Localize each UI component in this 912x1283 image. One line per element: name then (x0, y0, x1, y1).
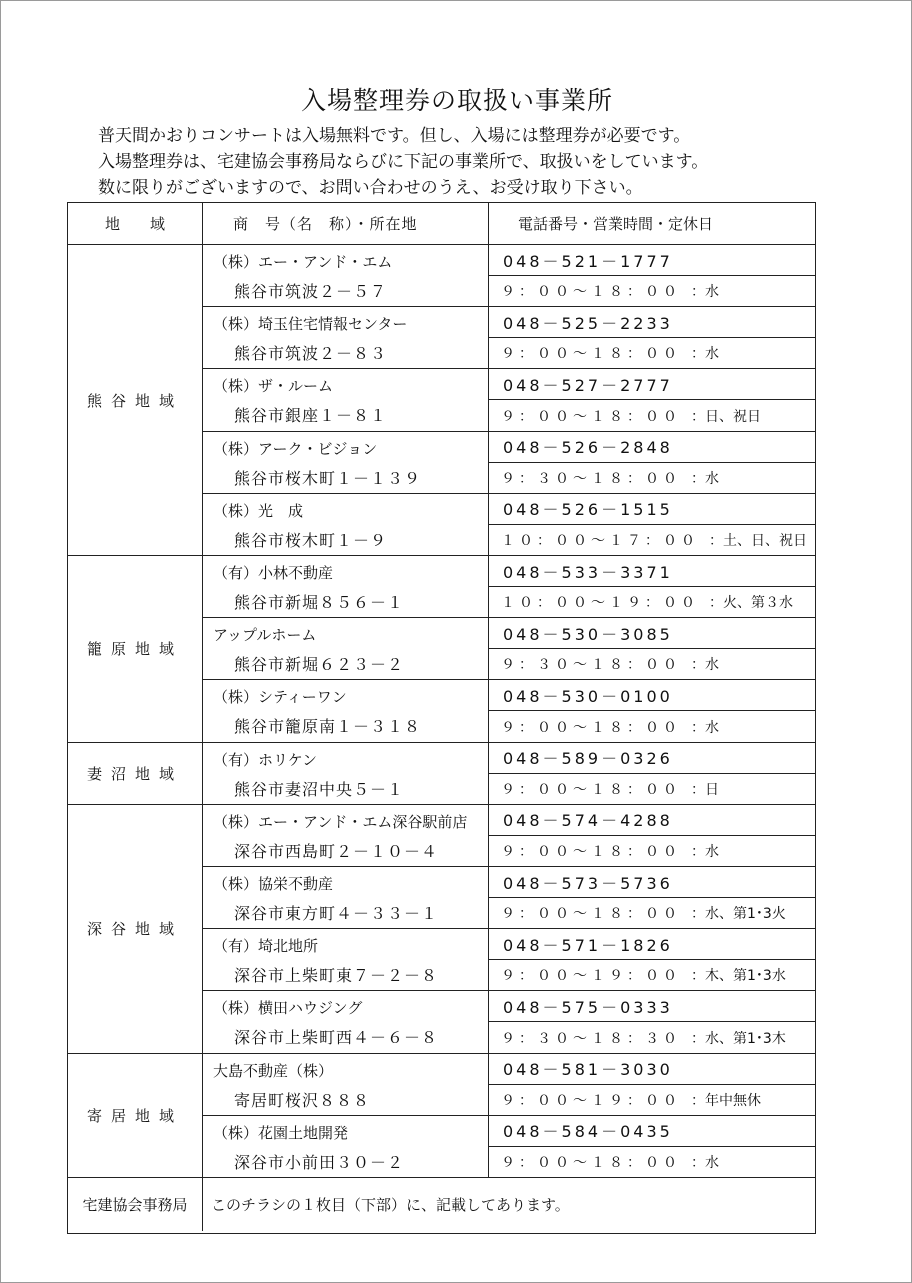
office-cell (203, 1116, 489, 1178)
office-name: （有）ホリケン (213, 750, 317, 769)
office-name: （有）小林不動産 (213, 564, 334, 582)
office-phone: 048－571－1826 (489, 929, 815, 960)
office-cell (203, 1054, 489, 1116)
footer-office: 宅建協会事務局 (68, 1178, 203, 1231)
closed-days: ：水、第1･3木 (691, 1030, 786, 1047)
office-cell (203, 618, 489, 680)
office-name: （株）エー・アンド・エム (213, 253, 393, 271)
closed-days: ：水 (691, 657, 719, 674)
office-hours-cell (489, 1147, 815, 1178)
office-hours-cell (489, 836, 815, 867)
office-phone: 048－526－2848 (489, 432, 815, 463)
office-name: （株）ザ・ルーム (213, 377, 334, 396)
office-hours-cell (489, 1023, 815, 1054)
office-address: 熊谷市桜木町１－９ (234, 530, 388, 550)
office-phone: 048－574－4288 (489, 805, 815, 836)
office-cell (203, 369, 489, 431)
office-address: 熊谷市筑波２－８３ (234, 344, 388, 364)
closed-days: ：水 (691, 843, 719, 860)
office-phone: 048－584－0435 (489, 1116, 815, 1147)
office-address: 寄居町桜沢８８８ (234, 1090, 371, 1110)
office-phone: 048－530－0100 (489, 680, 815, 711)
office-hours-cell (489, 401, 815, 432)
closed-days: ：日 (691, 781, 719, 798)
header-company: 商 号（名 称）・所在地 (203, 203, 489, 245)
office-cell (203, 805, 489, 867)
business-hours: ９：００～１８：００ (501, 1154, 681, 1171)
office-name: アップルホーム (213, 626, 317, 645)
office-address: 深谷市小前田３０－２ (234, 1152, 405, 1172)
region-cell: 妻沼地域 (68, 743, 203, 805)
office-name: 大島不動産（株） (213, 1061, 334, 1080)
business-hours: ９：００～１８：００ (501, 843, 681, 860)
intro-line: 数に限りがございますので、お問い合わせのうえ、お受け取り下さい。 (98, 178, 643, 198)
region-cell: 寄居地域 (68, 1054, 203, 1178)
office-cell (203, 680, 489, 742)
closed-days: ：水 (691, 284, 719, 301)
office-hours-cell (489, 898, 815, 929)
business-hours: ９：００～１８：００ (501, 284, 681, 301)
office-hours-cell (489, 712, 815, 743)
closed-days: ：水 (691, 719, 719, 736)
office-hours-cell (489, 1085, 815, 1116)
office-hours-cell (489, 525, 815, 556)
office-name: （株）シティーワン (213, 688, 347, 707)
office-name: （株）花園土地開発 (213, 1123, 349, 1142)
office-address: 熊谷市筑波２－５７ (234, 282, 388, 301)
closed-days: ：火、第３水 (709, 595, 793, 612)
header-contact: 電話番号・営業時間・定休日 (489, 203, 815, 245)
office-address: 深谷市西島町２－１０－４ (234, 841, 439, 861)
intro-line: 入場整理券は、宅建協会事務局ならびに下記の事業所で、取扱いをしています。 (98, 152, 709, 172)
office-cell (203, 432, 489, 494)
business-hours: ９：００～１８：００ (501, 719, 681, 736)
office-hours-cell (489, 338, 815, 369)
office-phone: 048－573－5736 (489, 867, 815, 898)
office-name: （株）協栄不動産 (213, 875, 334, 893)
business-hours: ９：００～１９：００ (501, 1092, 681, 1109)
closed-days: ：水、第1･3火 (691, 906, 786, 923)
region-cell: 熊谷地域 (68, 245, 203, 556)
closed-days: ：水 (691, 470, 719, 487)
business-hours: ９：００～１８：００ (501, 346, 681, 363)
business-hours: １０：００～１７：００ (501, 532, 699, 549)
business-hours: ９：３０～１８：００ (501, 657, 681, 674)
office-address: 熊谷市妻沼中央５－１ (234, 779, 405, 799)
office-cell (203, 743, 489, 805)
office-phone: 048－530－3085 (489, 618, 815, 649)
office-address: 熊谷市新堀８５６－１ (234, 593, 405, 612)
office-phone: 048－521－1777 (489, 245, 815, 276)
closed-days: ：年中無休 (691, 1092, 761, 1109)
office-phone: 048－589－0326 (489, 743, 815, 774)
office-phone: 048－575－0333 (489, 991, 815, 1022)
office-address: 深谷市上柴町西４－６－８ (234, 1028, 439, 1048)
office-hours-cell (489, 649, 815, 680)
office-address: 熊谷市桜木町１－１３９ (234, 468, 422, 488)
office-cell (203, 929, 489, 991)
office-cell (203, 991, 489, 1053)
office-phone: 048－525－2233 (489, 307, 815, 338)
closed-days: ：水 (691, 1154, 719, 1171)
office-hours-cell (489, 463, 815, 494)
business-hours: １０：００～１９：００ (501, 595, 699, 612)
header-region: 地 域 (68, 203, 203, 245)
office-hours-cell (489, 960, 815, 991)
business-hours: ９：００～１８：００ (501, 781, 681, 798)
intro-text (98, 123, 708, 201)
office-phone: 048－581－3030 (489, 1054, 815, 1085)
office-address: 深谷市東方町４－３３－１ (234, 904, 439, 923)
business-hours: ９：００～１８：００ (501, 906, 681, 923)
business-hours: ９：００～１９：００ (501, 968, 681, 985)
office-hours-cell (489, 276, 815, 307)
office-phone: 048－527－2777 (489, 369, 815, 400)
office-hours-cell (489, 774, 815, 805)
region-cell: 籠原地域 (68, 556, 203, 743)
office-address: 熊谷市新堀６２３－２ (234, 655, 405, 675)
office-cell (203, 867, 489, 929)
office-phone: 048－526－1515 (489, 494, 815, 525)
page-title: 入場整理券の取扱い事業所 (300, 86, 613, 115)
business-hours: ９：００～１８：００ (501, 408, 681, 425)
office-cell (203, 245, 489, 307)
office-name: （有）埼北地所 (213, 937, 319, 956)
closed-days: ：日、祝日 (691, 408, 761, 425)
office-phone: 048－533－3371 (489, 556, 815, 587)
office-cell (203, 307, 489, 369)
office-cell (203, 494, 489, 556)
office-name: （株）アーク・ビジョン (213, 439, 378, 458)
closed-days: ：木、第1･3水 (691, 968, 786, 985)
office-hours-cell (489, 587, 815, 618)
office-name: （株）横田ハウジング (213, 999, 363, 1018)
office-name: （株）光 成 (213, 501, 304, 520)
business-hours: ９：３０～１８：００ (501, 470, 681, 487)
closed-days: ：土、日、祝日 (709, 532, 807, 549)
office-cell (203, 556, 489, 618)
office-address: 熊谷市籠原南１－３１８ (234, 717, 422, 737)
office-name: （株）エー・アンド・エム深谷駅前店 (213, 812, 468, 831)
footer-note: このチラシの１枚目（下部）に、記載してあります。 (211, 1196, 570, 1214)
closed-days: ：水 (691, 346, 719, 363)
region-cell: 深谷地域 (68, 805, 203, 1054)
office-table (67, 202, 816, 1234)
office-address: 深谷市上柴町東７－２－８ (234, 966, 439, 986)
office-address: 熊谷市銀座１－８１ (234, 406, 388, 426)
business-hours: ９：３０～１８：３０ (501, 1030, 681, 1047)
office-name: （株）埼玉住宅情報センター (213, 315, 408, 334)
intro-line: 普天間かおりコンサートは入場無料です。但し、入場には整理券が必要です。 (98, 126, 691, 146)
